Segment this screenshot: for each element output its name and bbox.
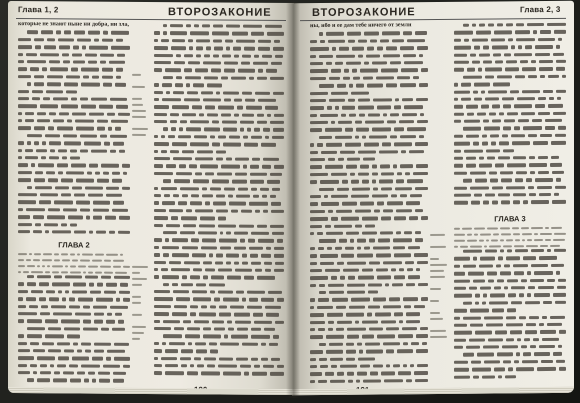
reference-line (132, 336, 152, 342)
text-line (18, 228, 130, 236)
left-page-column-1 (18, 21, 130, 237)
chapter-3-block (454, 211, 566, 250)
chapter-2-block (18, 237, 130, 276)
right-page-header: Глава 2, 3 (520, 4, 561, 15)
left-page-column-2 (154, 22, 284, 383)
text-line (454, 198, 566, 206)
right-opening-line: ны, ибо и ее дам тебе ничего от земли (310, 22, 412, 30)
left-running-head: ВТОРОЗАКОНИЕ (168, 6, 272, 19)
left-page-header: Глава 1, 2 (18, 5, 59, 15)
chapter-summary (18, 251, 130, 276)
cross-references-left-lower (132, 264, 152, 364)
left-page (8, 1, 294, 395)
right-page-column-2 (454, 21, 566, 212)
left-page-edge (8, 387, 294, 395)
open-book (4, 2, 576, 400)
right-page-edge (292, 387, 574, 395)
right-page-column-1 (310, 22, 428, 385)
book-gutter (286, 2, 300, 398)
text-line (154, 369, 284, 377)
text-line (18, 377, 130, 385)
right-page (292, 1, 574, 395)
text-line (454, 372, 566, 380)
right-running-head: ВТОРОЗАКОНИЕ (312, 6, 416, 20)
text-line (310, 377, 428, 385)
right-chapter-label: ГЛАВА 3 (494, 214, 526, 224)
left-page-column-1-continued (18, 273, 130, 386)
right-page-column-2-continued (454, 247, 566, 384)
left-chapter-label: ГЛАВА 2 (58, 240, 90, 250)
opening-line: которые не знают ныне ни добра, ни зла, (18, 21, 130, 28)
cross-references-right (430, 232, 452, 352)
